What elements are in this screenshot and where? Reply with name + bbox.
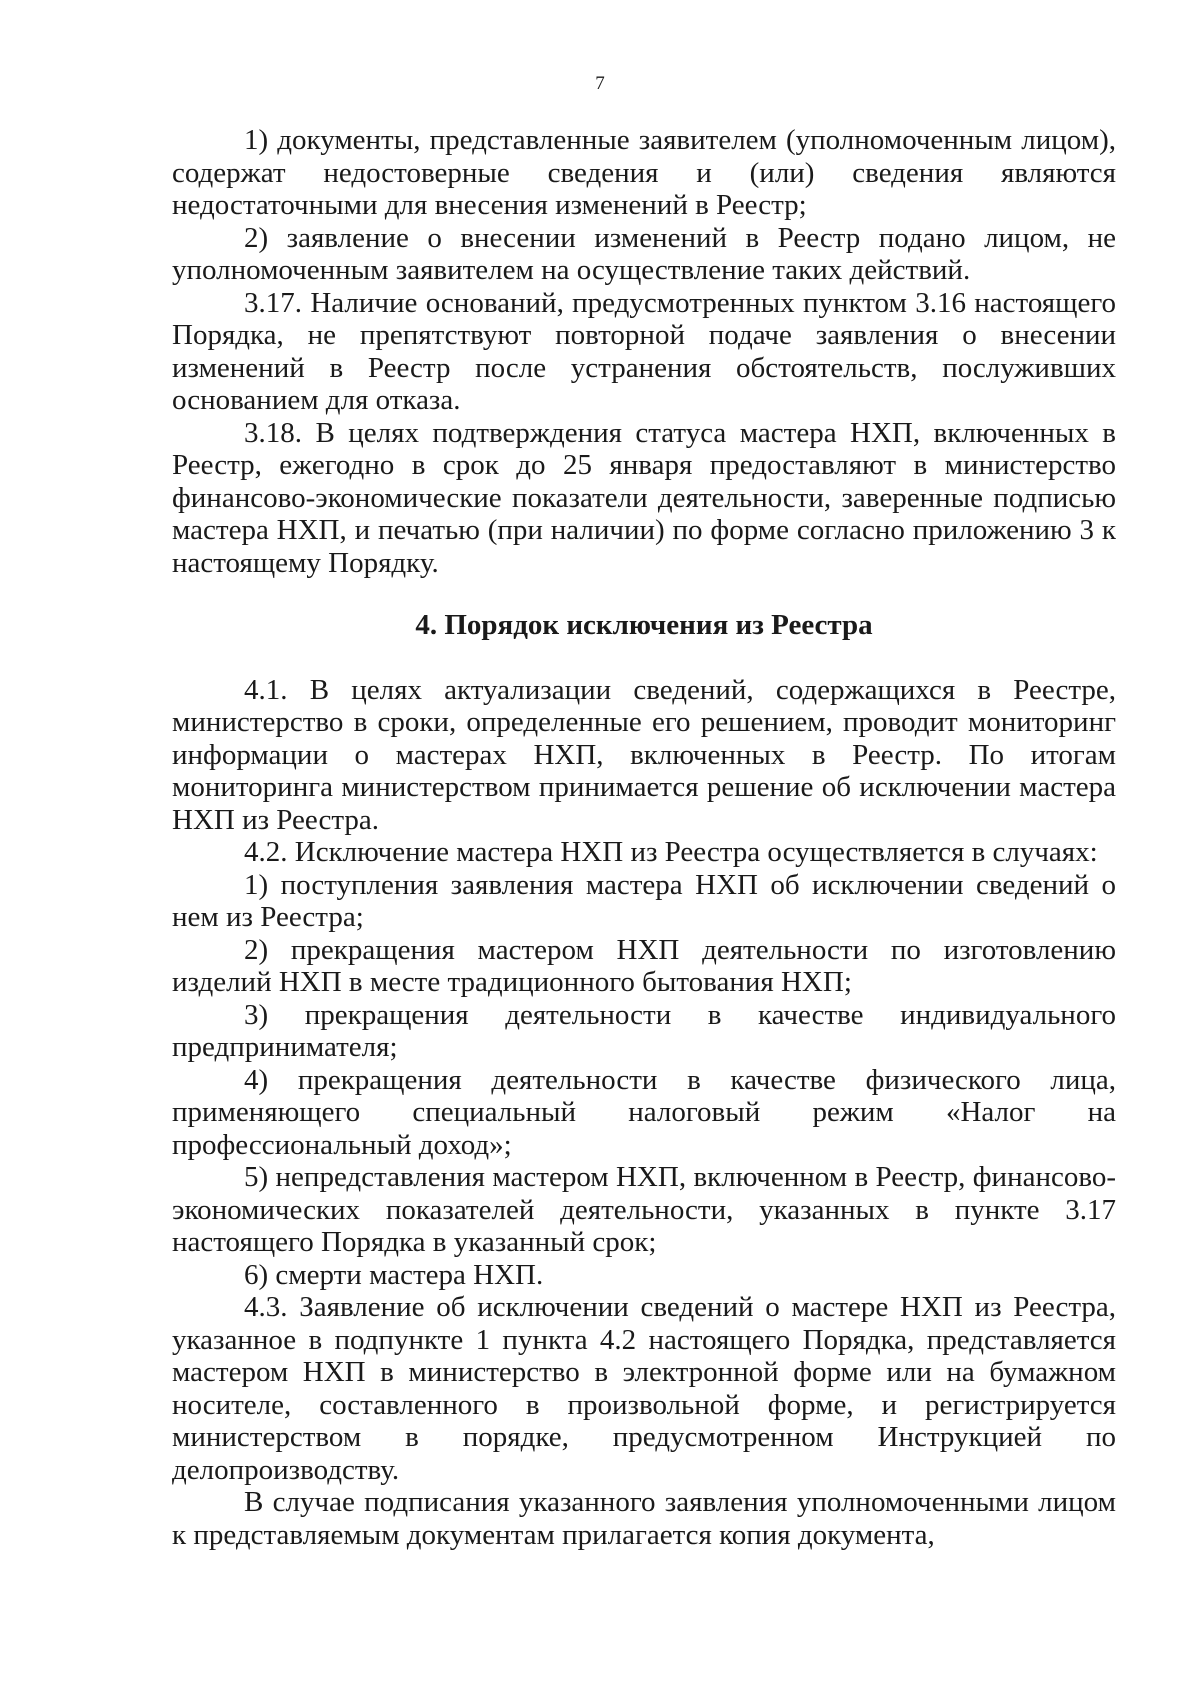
paragraph-4-2: 4.2. Исключение мастера НХП из Реестра осуществляется в случаях: [244, 836, 1098, 868]
list-item-1: 1) поступления заявления мастера НХП об исключении сведений о нем из Реестра; [172, 868, 1116, 933]
section-heading: 4. Порядок исключения из Реестра [415, 609, 873, 641]
list-item-5: 5) непредставления мастером НХП, включенном в Реестр, финансово-экономических показателей деятельности, указанных в пункте 3.17 настоящего Порядка в указанный срок; [172, 1161, 1116, 1258]
paragraph-4-3: 4.3. Заявление об исключении сведений о мастере НХП из Реестра, указанное в подпункте 1 пункта 4.2 настоящего Порядка, представляется мастером НХП в министерство в электронной форме или на бумажном носителе, составленного в произвольной форме, и регистрируется министерством в порядке, предусмотренном Инструкцией по делопроизводству. [172, 1291, 1116, 1486]
paragraph-2: 2) заявление о внесении изменений в Реестр подано лицом, не уполномоченным заявителем на осуществление таких действий. [172, 221, 1116, 286]
list-item-3: 3) прекращения деятельности в качестве индивидуального предпринимателя; [172, 998, 1116, 1063]
list-item-4: 4) прекращения деятельности в качестве физического лица, применяющего специальный налоговый режим «Налог на профессиональный доход»; [172, 1063, 1116, 1161]
paragraph-signature-case: В случае подписания указанного заявления уполномоченными лицом к представляемым документам прилагается копия документа, [172, 1486, 1116, 1551]
list-item-6: 6) смерти мастера НХП. [244, 1258, 544, 1291]
paragraph-3-17: 3.17. Наличие оснований, предусмотренных пунктом 3.16 настоящего Порядка, не препятствуют повторной подаче заявления о внесении изменений в Реестр после устранения обстоятельств, послуживших основанием для отказа. [172, 286, 1116, 416]
page-number: 7 [595, 73, 605, 94]
paragraph-4-1: 4.1. В целях актуализации сведений, содержащихся в Реестре, министерство в сроки, определенные его решением, проводит мониторинг информации о мастерах НХП, включенных в Реестр. По итогам мониторинга министерством принимается решение об исключении мастера НХП из Реестра. [172, 673, 1116, 836]
paragraph-1: 1) документы, представленные заявителем (уполномоченным лицом), содержат недостоверные сведения и (или) сведения являются недостаточными для внесения изменений в Реестр; [172, 124, 1116, 221]
paragraph-3-18: 3.18. В целях подтверждения статуса мастера НХП, включенных в Реестр, ежегодно в срок до 25 января предоставляют в министерство финансово-экономические показатели деятельности, заверенные подписью мастера НХП, и печатью (при наличии) по форме согласно приложению 3 к настоящему Порядку. [172, 416, 1116, 579]
document-body [172, 124, 1116, 1551]
list-item-2: 2) прекращения мастером НХП деятельности по изготовлению изделий НХП в месте традиционного бытования НХП; [172, 933, 1116, 998]
